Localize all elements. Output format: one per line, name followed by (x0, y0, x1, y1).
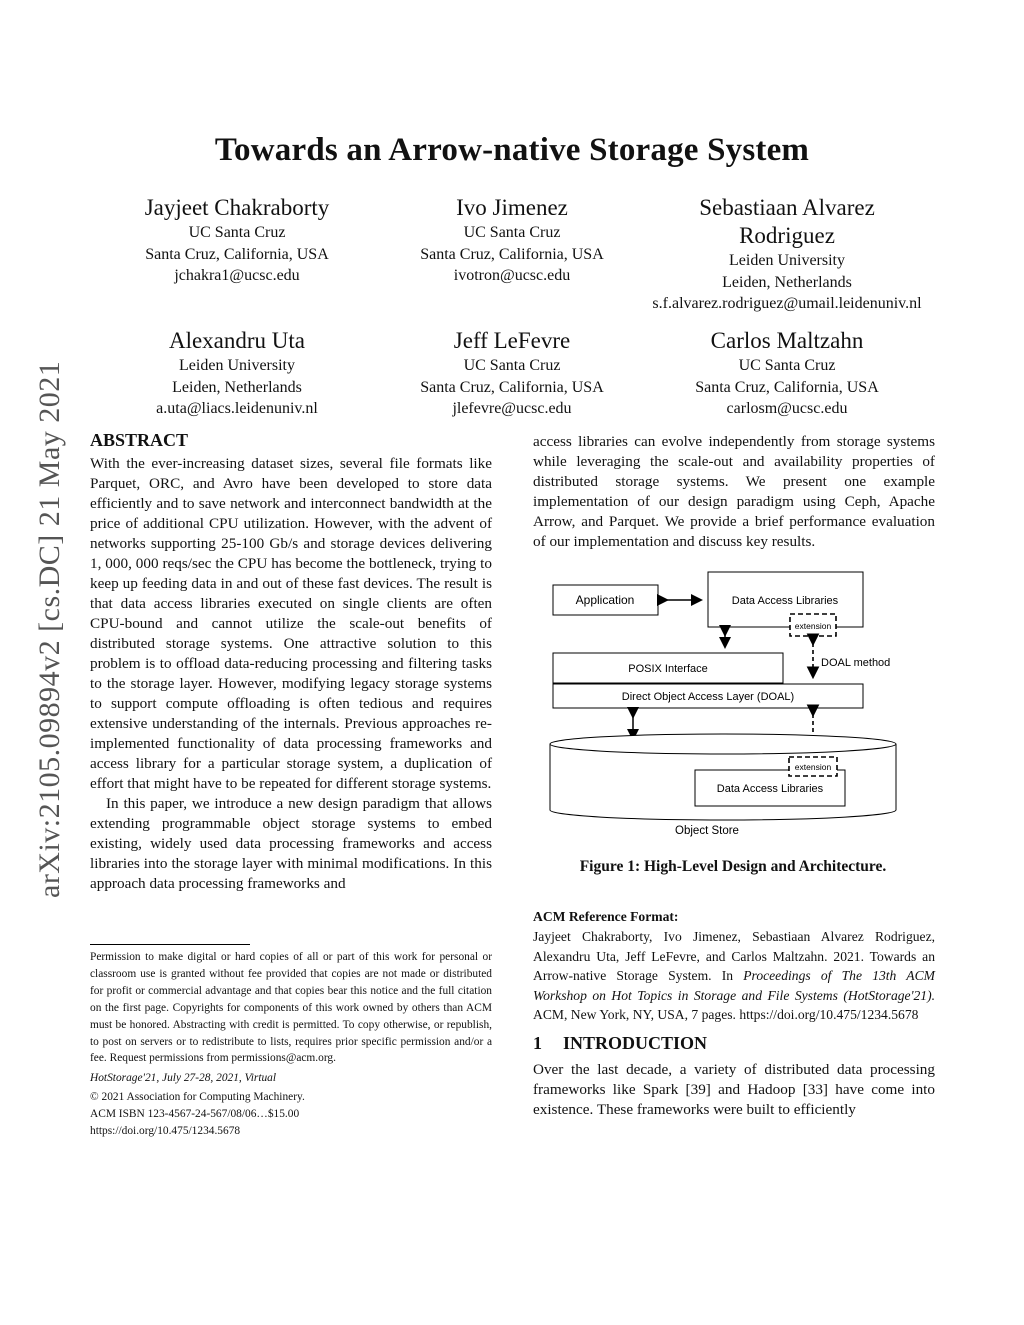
abstract-paragraph: With the ever-increasing dataset sizes, several file formats like Parquet, ORC, and Avro have been developed to store data efficiently and to save network and interconnect bandwidth at the price of additional CPU utilization. However, with the advent of networks supporting 25-100 Gb/s and storage devices delivering 1, 000, 000 reqs/sec the CPU has become the bottleneck, trying to keep up feeding data in and out of these fast devices. The result is that data access libraries executed on single clients are often CPU-bound and cannot utilize the scale-out benefits of distributed storage systems. One attractive solution to this problem is to offload data-reducing processing and filtering tasks to the storage layer. However, modifying legacy storage systems to support compute offloading is often tedious and requires extensive understanding of the internals. Previous approaches re-implemented functionality of data processing frameworks and access library for a particular storage system, a duplication of effort that might have to be repeated for different storage systems. (90, 455, 492, 792)
author-name: Carlos Maltzahn (710, 328, 864, 353)
doal-method-label: DOAL method (821, 657, 891, 669)
doal-label: Direct Object Access Layer (DOAL) (621, 691, 795, 703)
author-name: Alexandru Uta (168, 328, 306, 353)
acm-reference (533, 907, 935, 1024)
paper-title: Towards an Arrow-native Storage System (214, 132, 810, 168)
author-name: Jeff LeFevre (453, 328, 571, 353)
author-location: Santa Cruz, California, USA (695, 378, 879, 396)
acm-reference-proceedings: Proceedings of The 13th ACM Workshop on Hot Topics in Storage and File Systems (HotStorage'21). (533, 968, 935, 1003)
abstract-paragraph: In this paper, we introduce a new design paradigm that allows extending programmable object storage systems to embed existing, widely used data processing frameworks and access libraries into the storage layer with minimal modifications. In this approach data processing frameworks and (90, 795, 492, 892)
author-block (637, 327, 937, 420)
abstract-continuation (533, 432, 935, 552)
author-email: a.uta@liacs.leidenuniv.nl (156, 400, 318, 417)
author-location: Santa Cruz, California, USA (145, 245, 329, 263)
doi-line: https://doi.org/10.475/1234.5678 (90, 1125, 241, 1138)
author-name: Ivo Jimenez (456, 195, 568, 220)
intro-text (533, 1060, 935, 1120)
permission-text: Permission to make digital or hard copies of all or part of this work for personal or classroom use is granted without fee provided that copies are not made or distributed for profit or commercial advantage and that copies bear this notice and the full citation on the first page. Copyrights for components of this work owned by others than ACM must be honored. Abstracting with credit is permitted. To copy otherwise, or republish, to post on servers or to redistribute to lists, requires prior specific permission and/or a fee. Request permissions from permissions@acm.org. (90, 951, 492, 1065)
abstract-section (90, 430, 492, 894)
author-affiliation: UC Santa Cruz (463, 357, 561, 374)
author-affiliation: UC Santa Cruz (738, 357, 836, 374)
extension-top-label: extension (794, 621, 832, 631)
section-number: 1 (533, 1033, 542, 1053)
author-location: Santa Cruz, California, USA (420, 245, 604, 263)
author-email: ivotron@ucsc.edu (453, 267, 571, 284)
dal-bottom-label: Data Access Libraries (716, 783, 824, 795)
acm-reference-text: Jayjeet Chakraborty, Ivo Jimenez, Sebastiaan Alvarez Rodriguez, Alexandru Uta, Jeff LeFevre, and Carlos Maltzahn. 2021. Towards an Arrow-native Storage System. In (533, 929, 935, 984)
author-location: Leiden, Netherlands (172, 378, 302, 396)
venue-line: HotStorage'21, July 27-28, 2021, Virtual (90, 1072, 277, 1085)
author-email: s.f.alvarez.rodriguez@umail.leidenuniv.nl (652, 295, 922, 312)
permission-block (90, 949, 492, 1140)
intro-paragraph: Over the last decade, a variety of distributed data processing frameworks like Spark [39] and Hadoop [33] have come into existence. These frameworks were built to efficiently (533, 1061, 935, 1118)
author-email: jlefevre@ucsc.edu (452, 400, 572, 417)
extension-bottom-label: extension (794, 762, 832, 772)
author-location: Leiden, Netherlands (722, 273, 852, 291)
author-affiliation: Leiden University (179, 357, 295, 374)
intro-heading (533, 1033, 707, 1054)
author-name: Jayjeet Chakraborty (144, 195, 330, 220)
author-block (87, 327, 387, 420)
author-email: carlosm@ucsc.edu (726, 400, 848, 417)
author-block (87, 194, 387, 287)
section-title: INTRODUCTION (563, 1033, 708, 1053)
application-label: Application (575, 593, 635, 607)
author-email: jchakra1@ucsc.edu (174, 267, 300, 284)
author-block (362, 194, 662, 287)
isbn-line: ACM ISBN 123-4567-24-567/08/06…$15.00 (90, 1108, 300, 1121)
author-affiliation: UC Santa Cruz (188, 224, 286, 241)
abstract-paragraph: access libraries can evolve independently from storage systems while leveraging the scale-out and availability properties of distributed storage systems. We present one example implementation of our design paradigm using Ceph, Apache Arrow, and Parquet. We provide a brief performance evaluation of our implementation and discuss key results. (533, 433, 935, 550)
footnote-rule (90, 944, 250, 945)
author-affiliation: UC Santa Cruz (463, 224, 561, 241)
dal-top-label: Data Access Libraries (731, 595, 839, 607)
author-name-cont: Rodriguez (739, 223, 835, 248)
figure-caption: Figure 1: High-Level Design and Architecture. (579, 858, 887, 875)
author-block (637, 194, 937, 315)
acm-reference-heading: ACM Reference Format: (533, 909, 679, 924)
object-store-top (550, 734, 896, 754)
copyright-line: © 2021 Association for Computing Machinery. (90, 1091, 305, 1104)
arxiv-identifier: arXiv:2105.09894v2 [cs.DC] 21 May 2021 (33, 360, 66, 898)
author-block (362, 327, 662, 420)
acm-reference-text-end: ACM, New York, NY, USA, 7 pages. https://doi.org/10.475/1234.5678 (533, 1007, 919, 1023)
object-store-label: Object Store (675, 825, 739, 837)
posix-label: POSIX Interface (628, 663, 708, 675)
abstract-heading: ABSTRACT (90, 430, 189, 450)
author-name: Sebastiaan Alvarez (699, 195, 875, 220)
architecture-figure (540, 568, 920, 846)
author-location: Santa Cruz, California, USA (420, 378, 604, 396)
author-affiliation: Leiden University (729, 252, 845, 269)
